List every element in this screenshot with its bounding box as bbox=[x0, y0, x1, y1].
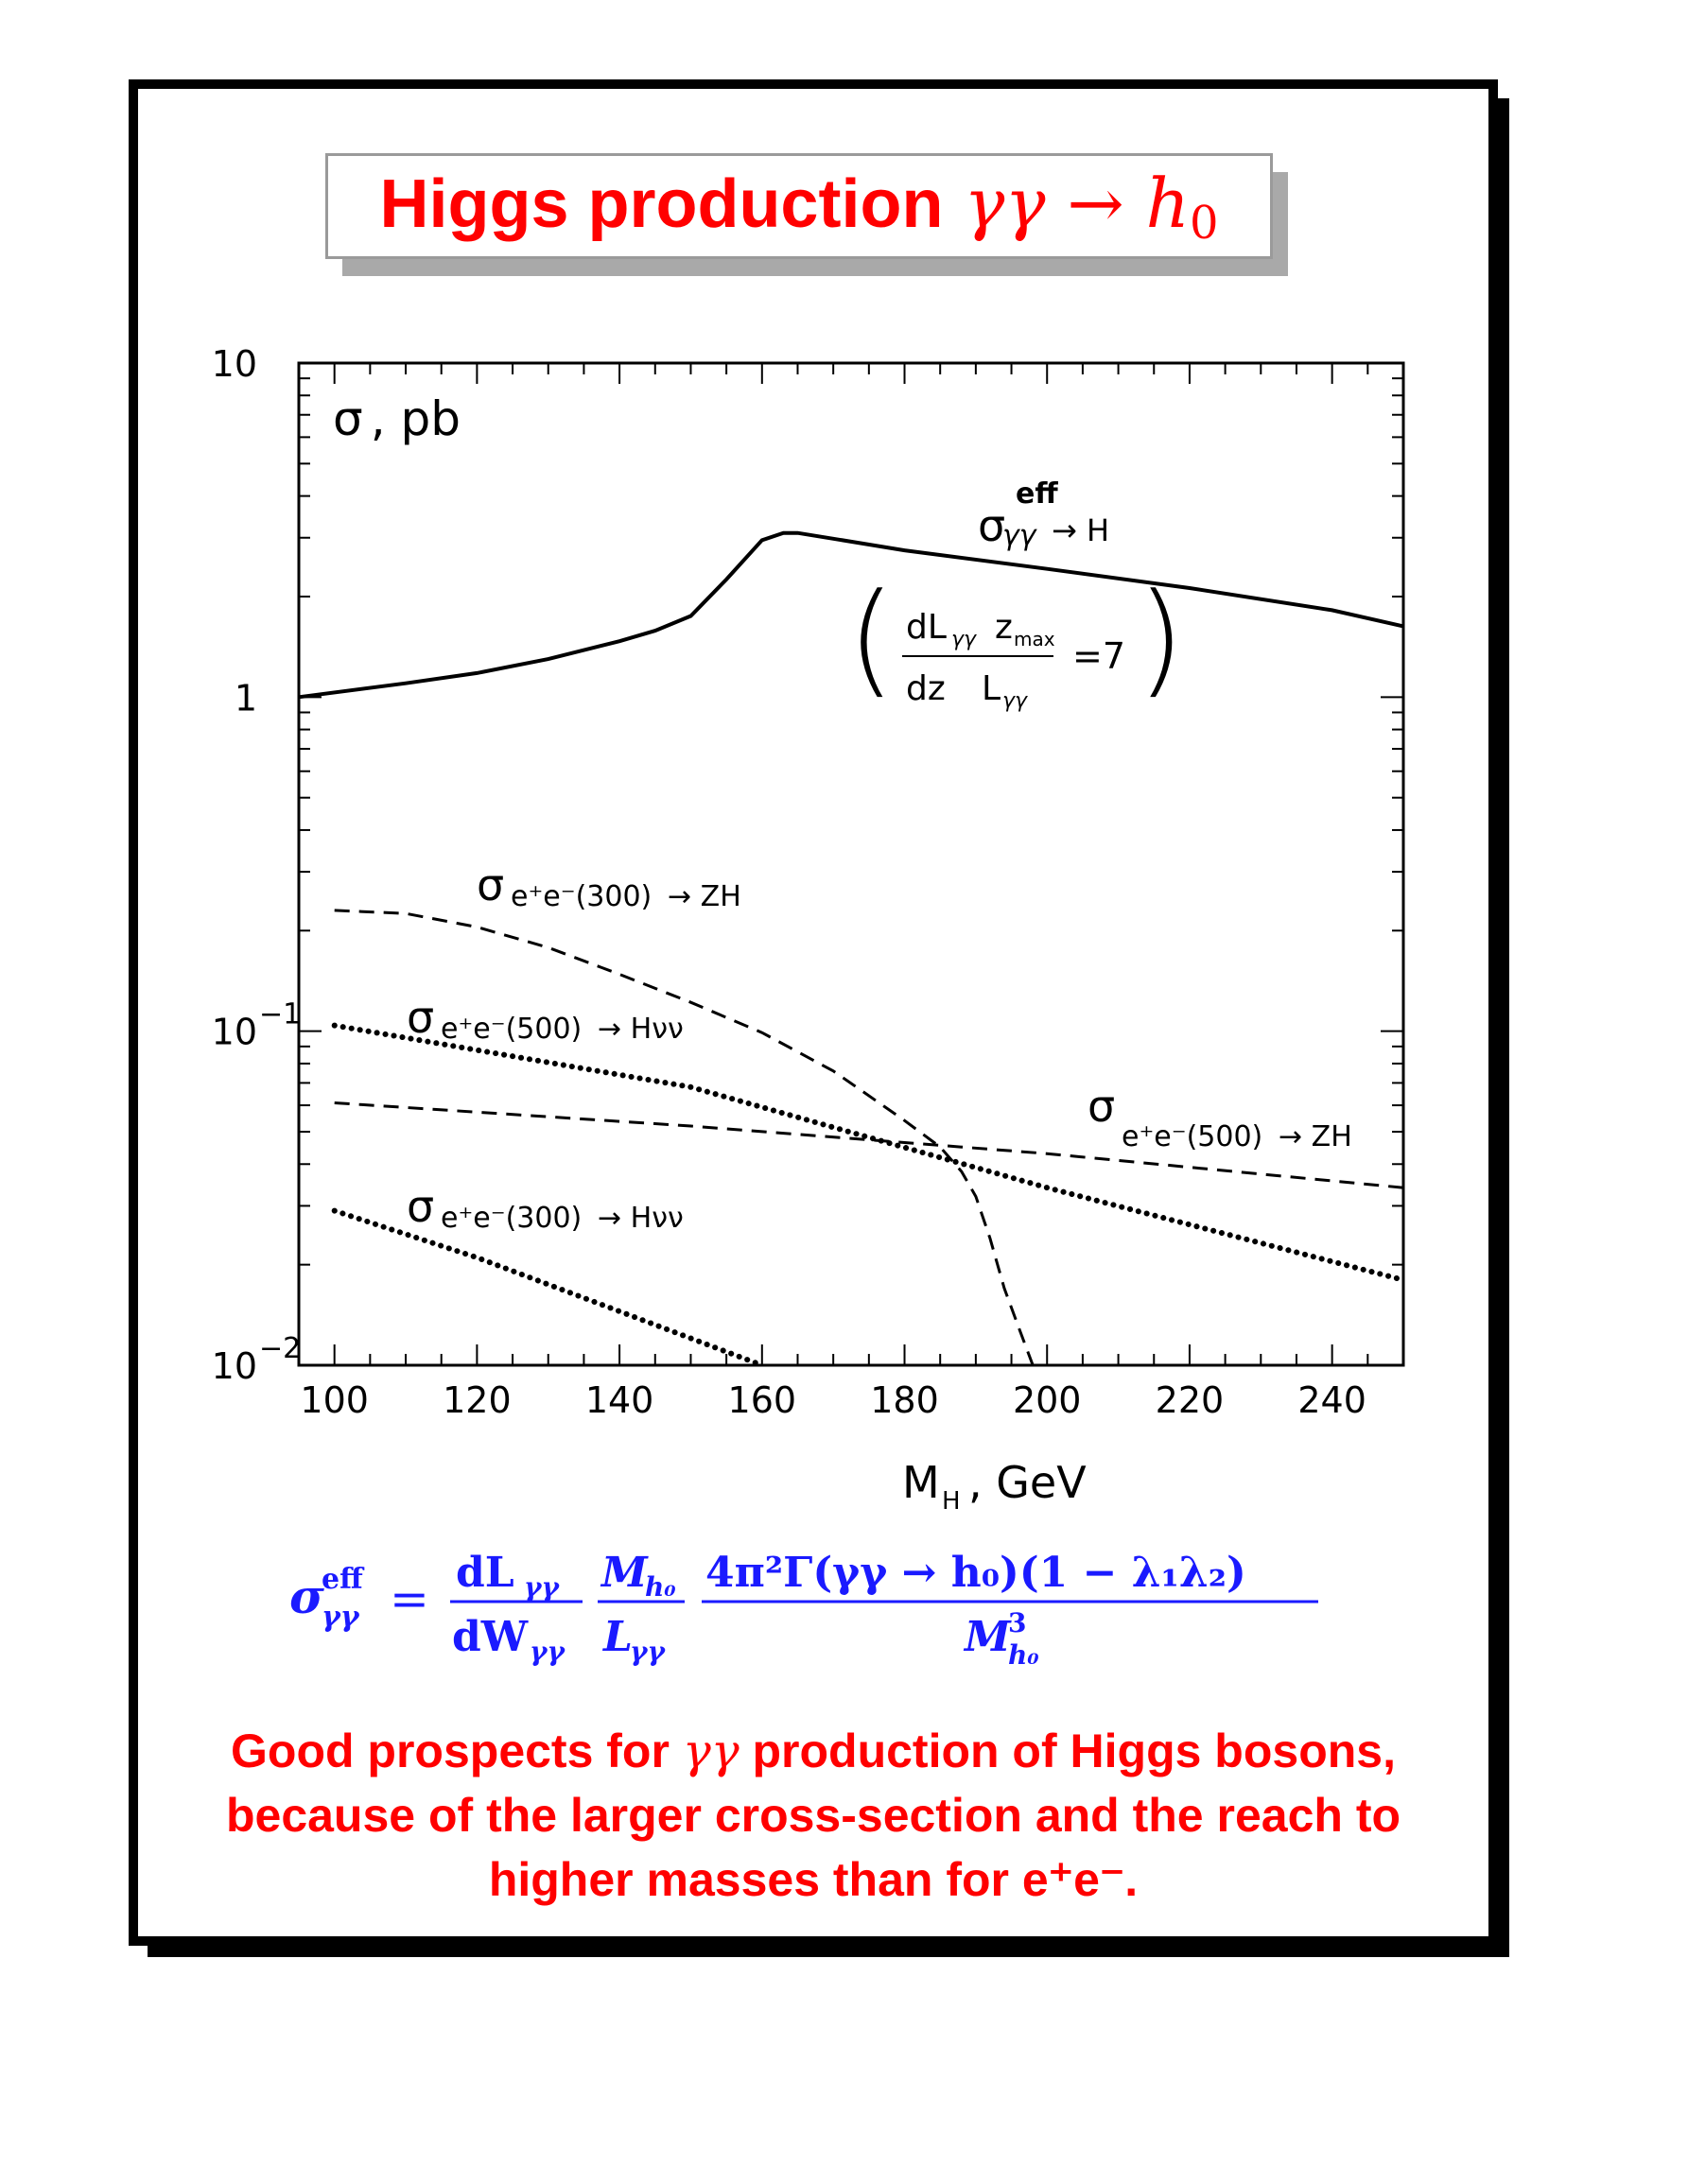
label-zh-300 bbox=[477, 859, 741, 913]
svg-text:dW: dW bbox=[452, 1613, 529, 1661]
svg-text:z: z bbox=[995, 608, 1013, 647]
svg-text:max: max bbox=[1014, 628, 1055, 650]
x-tick-label: 220 bbox=[1155, 1379, 1225, 1421]
svg-text:→ ZH: → ZH bbox=[668, 880, 741, 913]
label-sigma-eff-gg bbox=[978, 477, 1109, 552]
label-zh-500 bbox=[1088, 1081, 1352, 1153]
svg-text:L: L bbox=[982, 669, 1001, 708]
svg-text:dL: dL bbox=[906, 608, 947, 647]
svg-text:σ: σ bbox=[407, 992, 435, 1043]
x-tick-label: 240 bbox=[1297, 1379, 1366, 1421]
x-tick-label: 180 bbox=[870, 1379, 939, 1421]
svg-text:h₀: h₀ bbox=[645, 1571, 676, 1603]
svg-text:eff: eff bbox=[1016, 477, 1058, 511]
svg-text:dL: dL bbox=[456, 1549, 514, 1597]
x-tick-label: 120 bbox=[443, 1379, 512, 1421]
x-tick-label: 160 bbox=[727, 1379, 797, 1421]
series-line-2 bbox=[335, 910, 1033, 1365]
svg-text:γγ: γγ bbox=[524, 1571, 559, 1603]
y-tick-labels bbox=[212, 343, 302, 1387]
svg-text:σ: σ bbox=[978, 500, 1006, 551]
svg-text:H: H bbox=[942, 1487, 961, 1516]
y-tick-exponent: −2 bbox=[259, 1332, 302, 1365]
svg-text:e⁺e⁻(300): e⁺e⁻(300) bbox=[441, 1202, 583, 1235]
y-tick-label: 10 bbox=[211, 1011, 257, 1053]
caption-line-2: because of the larger cross-section and the reach to bbox=[225, 1789, 1401, 1842]
y-tick-label: 1 bbox=[234, 677, 257, 719]
svg-text:σ: σ bbox=[477, 859, 505, 910]
chart-annotations bbox=[333, 391, 1352, 1516]
svg-text:L: L bbox=[603, 1613, 633, 1661]
svg-text:→ Hνν: → Hνν bbox=[598, 1202, 684, 1235]
title-math: $\gamma\gamma \to h_0$ bbox=[964, 163, 1219, 250]
svg-text:σ: σ bbox=[1088, 1081, 1116, 1132]
svg-text:→ ZH: → ZH bbox=[1279, 1120, 1352, 1153]
svg-text:=7: =7 bbox=[1072, 635, 1126, 677]
svg-text:4π²Γ(γγ → h₀)(1 − λ₁λ₂): 4π²Γ(γγ → h₀)(1 − λ₁λ₂) bbox=[705, 1549, 1246, 1597]
svg-text:σ: σ bbox=[289, 1569, 324, 1624]
svg-text:γγ: γγ bbox=[1002, 689, 1028, 713]
svg-text:γγ: γγ bbox=[530, 1636, 565, 1667]
svg-text:dz: dz bbox=[906, 669, 946, 708]
effective-cross-section-formula bbox=[284, 1541, 1418, 1683]
svg-text:→ Hνν: → Hνν bbox=[598, 1013, 684, 1046]
caption-line-3: higher masses than for e⁺e⁻. bbox=[488, 1853, 1139, 1906]
y-tick-label: 10 bbox=[211, 1345, 257, 1387]
x-tick-label: 200 bbox=[1012, 1379, 1082, 1421]
x-tick-labels bbox=[300, 1379, 1366, 1421]
svg-text:→ H: → H bbox=[1052, 512, 1110, 548]
svg-text:3: 3 bbox=[1008, 1607, 1027, 1638]
svg-text:e⁺e⁻(500): e⁺e⁻(500) bbox=[441, 1013, 583, 1046]
svg-text:γγ: γγ bbox=[951, 628, 977, 651]
x-axis-label bbox=[902, 1457, 1087, 1516]
y-tick-exponent: −1 bbox=[259, 997, 302, 1031]
svg-text:γγ: γγ bbox=[630, 1636, 665, 1667]
svg-text:M: M bbox=[965, 1613, 1011, 1661]
svg-text:γγ: γγ bbox=[1002, 519, 1036, 552]
x-tick-label: 100 bbox=[300, 1379, 369, 1421]
label-hnn-500 bbox=[407, 992, 684, 1046]
svg-text:γγ: γγ bbox=[322, 1601, 359, 1634]
svg-text:e⁺e⁻(500): e⁺e⁻(500) bbox=[1122, 1120, 1263, 1153]
svg-text:eff: eff bbox=[322, 1563, 363, 1596]
title-text: Higgs production bbox=[379, 165, 944, 242]
caption-line-1: Good prospects for γγ production of Higgs bosons, bbox=[231, 1724, 1396, 1778]
svg-text:M: M bbox=[902, 1457, 940, 1508]
svg-text:, GeV: , GeV bbox=[968, 1457, 1087, 1508]
label-hnn-300 bbox=[407, 1181, 684, 1235]
svg-text:e⁺e⁻(300): e⁺e⁻(300) bbox=[511, 880, 653, 913]
svg-text:h₀: h₀ bbox=[1008, 1639, 1039, 1671]
label-luminosity-ratio bbox=[847, 566, 1185, 713]
conclusion-caption bbox=[151, 1719, 1475, 1912]
svg-text:=: = bbox=[390, 1571, 429, 1626]
y-axis-label: σ , pb bbox=[333, 391, 461, 446]
y-tick-label: 10 bbox=[211, 343, 257, 385]
svg-text:M: M bbox=[601, 1549, 648, 1597]
svg-text:σ: σ bbox=[407, 1181, 435, 1232]
x-tick-label: 140 bbox=[584, 1379, 654, 1421]
right-paren: ) bbox=[1137, 566, 1185, 710]
left-paren: ( bbox=[847, 566, 896, 710]
